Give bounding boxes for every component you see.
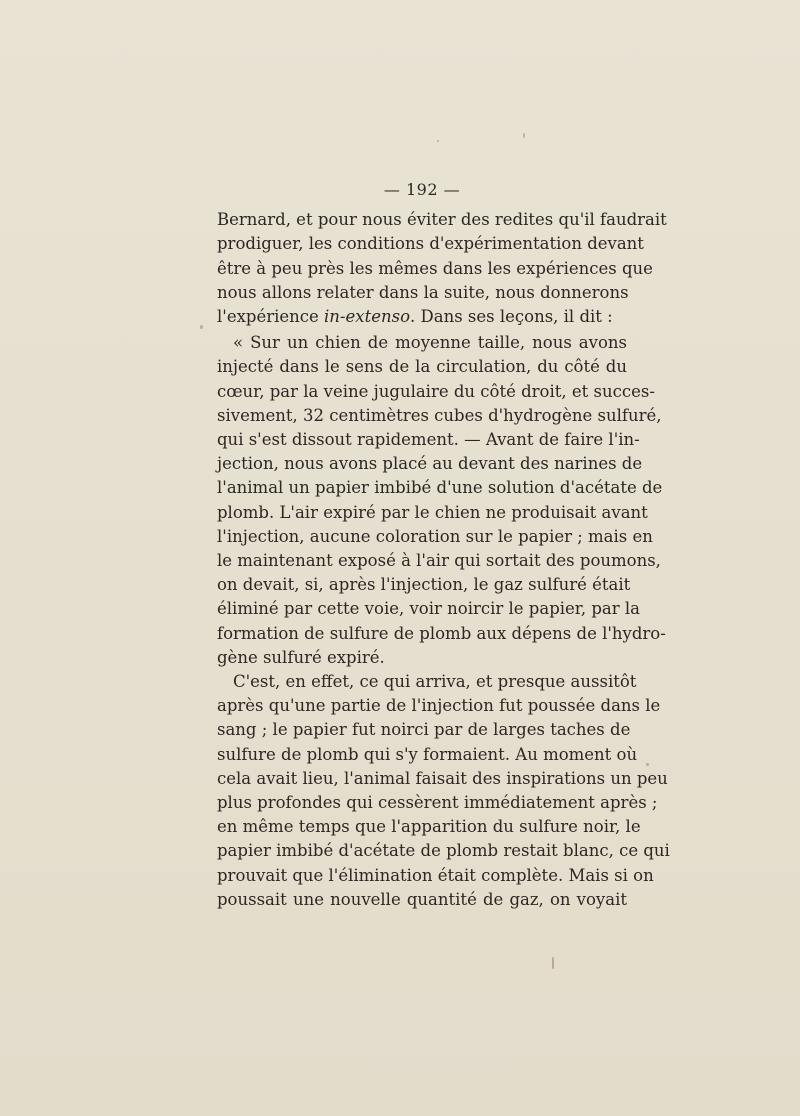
paper-speck (523, 133, 525, 138)
text-line: cela avait lieu, l'animal faisait des inspirations un peu (217, 768, 668, 788)
text-line: sang ; le papier fut noirci par de larges taches de (217, 720, 631, 740)
text-line: après qu'une partie de l'injection fut poussée dans le (217, 696, 661, 716)
text-line: l'injection, aucune coloration sur le papier ; mais en (217, 526, 653, 546)
text-line: Bernard, et pour nous éviter des redites qu'il faudrait (217, 210, 667, 230)
text-fragment: l'expérience (217, 307, 325, 327)
text-line: C'est, en effet, ce qui arriva, et presque aussitôt (233, 672, 637, 692)
paper-speck (437, 140, 439, 142)
text-line: sulfure de plomb qui s'y formaient. Au moment où (217, 744, 638, 764)
text-line: prouvait que l'élimination était complète. Mais si on (217, 865, 654, 885)
text-line: papier imbibé d'acétate de plomb restait blanc, ce qui (217, 841, 670, 861)
text-fragment: . Dans ses leçons, il dit : (410, 307, 613, 327)
text-line: l'animal un papier imbibé d'une solution d'acétate de (217, 478, 663, 498)
text-line: plus profondes qui cessèrent immédiatement après ; (217, 793, 658, 813)
text-line: le maintenant exposé à l'air qui sortait des poumons, (217, 551, 661, 571)
text-line: gène sulfuré expiré. (217, 647, 385, 667)
text-line: on devait, si, après l'injection, le gaz sulfuré était (217, 575, 631, 595)
text-line: cœur, par la veine jugulaire du côté droit, et succes- (217, 381, 655, 401)
paragraph-1 (217, 208, 667, 329)
text-line: prodiguer, les conditions d'expérimentation devant (217, 234, 644, 254)
text-line: sivement, 32 centimètres cubes d'hydrogène sulfuré, (217, 405, 662, 425)
text-line: nous allons relater dans la suite, nous donnerons (217, 282, 629, 302)
paragraph-3 (217, 670, 670, 912)
paper-speck (200, 325, 203, 329)
text-line: plomb. L'air expiré par le chien ne produisait avant (217, 502, 648, 522)
text-line: injecté dans le sens de la circulation, du côté du (217, 357, 627, 377)
text-line (217, 305, 627, 329)
text-line: être à peu près les mêmes dans les expériences que (217, 258, 653, 278)
text-line: « Sur un chien de moyenne taille, nous avons (233, 333, 627, 353)
text-line: formation de sulfure de plomb aux dépens de l'hydro- (217, 623, 666, 643)
text-line: en même temps que l'apparition du sulfure noir, le (217, 817, 641, 837)
text-line: jection, nous avons placé au devant des narines de (217, 454, 643, 474)
latin-phrase: in-extenso (324, 307, 411, 327)
text-line: qui s'est dissout rapidement. — Avant de faire l'in- (217, 430, 640, 450)
text-line: éliminé par cette voie, voir noircir le papier, par la (217, 599, 641, 619)
paper-speck (552, 957, 554, 969)
page-text (217, 178, 670, 912)
text-line: poussait une nouvelle quantité de gaz, on voyait (217, 889, 627, 909)
paper-speck (646, 763, 649, 766)
page-number: — 192 — (383, 180, 461, 199)
paragraph-2 (217, 331, 666, 670)
